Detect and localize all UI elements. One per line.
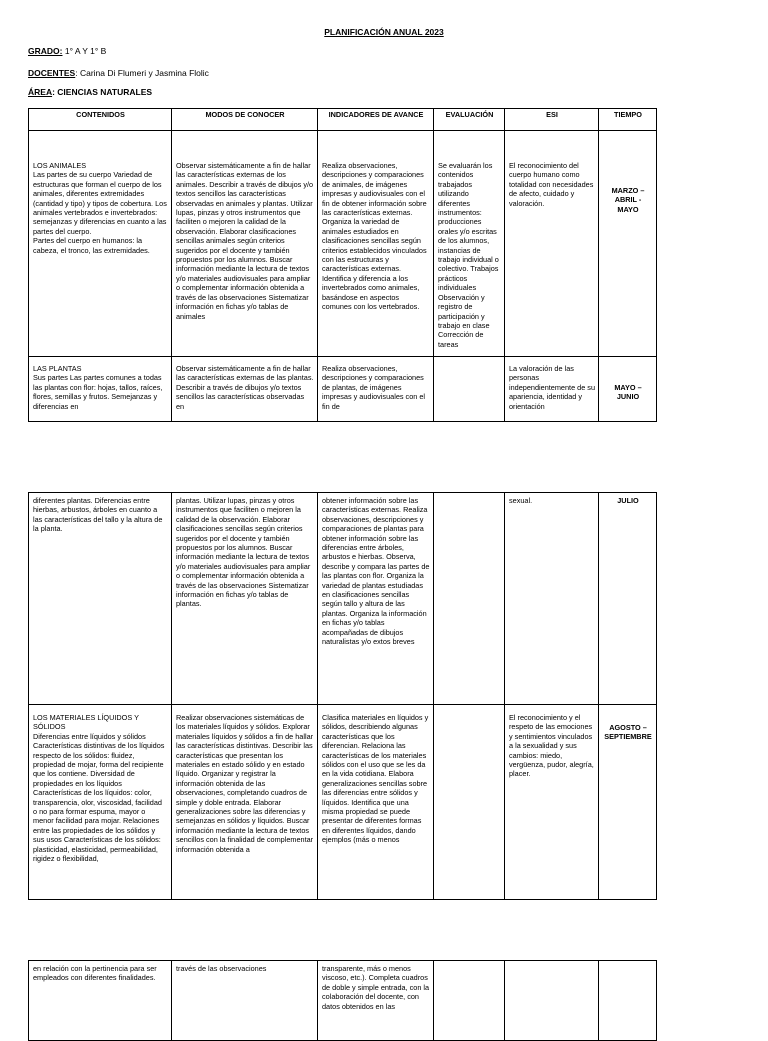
cell-evaluacion [434,961,505,1041]
cell-tiempo [599,961,657,1041]
cell-modos: Observar sistemáticamente a fin de hallar las características externas de las plantas. Describir a través de dibujos y/o textos sencillos las características observadas en [172,357,318,422]
docentes-label: DOCENTES [28,68,76,78]
cell-indicadores: transparente, más o menos viscoso, etc.). Completa cuadros de doble y simple entrada, con la colaboración del docente, con datos obtenidos en las [318,961,434,1041]
table-row-animales [29,131,657,357]
cell-contenidos: diferentes plantas. Diferencias entre hierbas, arbustos, árboles en cuanto a las características del tallo y la altura de la planta. [29,493,172,705]
cell-tiempo: MARZO – ABRIL - MAYO [599,131,657,357]
cell-indicadores: Realiza observaciones, descripciones y comparaciones de plantas, de imágenes impresas y audiovisuales con el fin de [318,357,434,422]
table-row-plantas-cont [29,493,657,705]
grado-value: 1° A Y 1° B [62,46,107,56]
cell-evaluacion [434,493,505,705]
cell-contenidos: LOS MATERIALES LÍQUIDOS Y SÓLIDOS Diferencias entre líquidos y sólidos Características distintivas de los líquidos respecto de los sólidos: fluidez, propiedad de mojar, forma del recipiente que los contiene. Diversidad de propiedades en los líquidos Características de los líquidos: color, transparencia, olor, viscosidad, facilidad o no para formar espuma, mayor o menor facilidad para mojar. Relaciones entre las propiedades de los sólidos y sus usos Características de los sólidos: plasticidad, elasticidad, permeabilidad, rigidez o flexibilidad, [29,705,172,900]
column-header-modos: MODOS DE CONOCER [172,109,318,131]
cell-indicadores: obtener información sobre las características externas. Realiza observaciones, descripciones y comparaciones de plantas para obtener información sobre las diferencias entre árboles, arbustos e hierbas. Observa, describe y compara las partes de las plantas con flor. Organiza la variedad de plantas estudiadas en clasificaciones sencillas según tallo y altura de las plantas. Organiza la información en fichas y/o tablas acompañadas de dibujos naturalistas y/o extos breves [318,493,434,705]
page-title: PLANIFICACIÓN ANUAL 2023 [324,27,444,37]
table-row-materiales-cont [29,961,657,1041]
cell-modos: través de las observaciones [172,961,318,1041]
cell-esi: El reconocimiento y el respeto de las emociones y sentimientos vinculados a la sexualidad y sus cambios: miedo, vergüenza, pudor, alegría, placer. [505,705,599,900]
table-header-row [29,109,657,131]
docentes-value: : Carina Di Flumeri y Jasmina Flolic [75,68,209,78]
cell-contenidos: en relación con la pertinencia para ser empleados con diferentes finalidades. [29,961,172,1041]
cell-evaluacion: Se evaluarán los contenidos trabajados utilizando diferentes instrumentos: producciones orales y/o escritas de los alumnos, instancias de trabajo individual o colectivo. Trabajos prácticos individuales Observación y registro de participación y trabajo en clase Corrección de tareas [434,131,505,357]
column-header-indicadores: INDICADORES DE AVANCE [318,109,434,131]
cell-esi: sexual. [505,493,599,705]
column-header-evaluacion: EVALUACIÓN [434,109,505,131]
cell-contenidos: LOS ANIMALES Las partes de su cuerpo Variedad de estructuras que forman el cuerpo de los animales, diferentes extremidades (cantidad y tipo) y tipos de cobertura. Los animales vertebrados e invertebrados: semejanzas y diferencias en cuanto a las partes del cuerpo. Partes del cuerpo en humanos: la cabeza, el tronco, las extremidades. [29,131,172,357]
cell-contenidos: LAS PLANTAS Sus partes Las partes comunes a todas las plantas con flor: hojas, tallos, raíces, flores, semillas y frutos. Semejanzas y diferencias en [29,357,172,422]
area-label: ÁREA [28,87,53,97]
cell-tiempo: MAYO – JUNIO [599,357,657,422]
cell-tiempo: AGOSTO – SEPTIEMBRE [599,705,657,900]
table-row-plantas [29,357,657,422]
grado-line [28,46,106,56]
cell-tiempo: JULIO [599,493,657,705]
cell-esi: El reconocimiento del cuerpo humano como totalidad con necesidades de afecto, cuidado y valoración. [505,131,599,357]
column-header-esi: ESI [505,109,599,131]
planning-table-part-1 [28,108,657,422]
cell-modos: plantas. Utilizar lupas, pinzas y otros instrumentos que faciliten o mejoren la calidad de la observación. Elaborar clasificaciones sencillas según criterios sugeridos por el docente y también propuestos por los alumnos. Buscar información mediante la lectura de textos y/o materiales audiovisuales para ampliar o complementar información obtenida a través de las observaciones Sistematizar información en fichas y/o tablas de plantas. [172,493,318,705]
cell-esi: La valoración de las personas independientemente de su apariencia, identidad y orientación [505,357,599,422]
column-header-tiempo: TIEMPO [599,109,657,131]
cell-evaluacion [434,705,505,900]
cell-indicadores: Clasifica materiales en líquidos y sólidos, describiendo algunas características que los diferencian. Relaciona las características de los materiales sólidos con el uso que se les da en la vida cotidiana. Elabora generalizaciones sencillas sobre las diferencias entre sólidos y líquidos. Identifica que una misma propiedad se puede presentar de diferentes formas en diferentes líquidos, dando ejemplos (más o menos [318,705,434,900]
cell-esi [505,961,599,1041]
cell-modos: Observar sistemáticamente a fin de hallar las características externas de los animales. Describir a través de dibujos y/o textos sencillos las características observadas en animales y plantas. Utilizar lupas, pinzas y otros instrumentos que faciliten o mejoren la calidad de la observación. Elaborar clasificaciones sencillas animales según criterios sugeridos por el docente y también propuestos por los alumnos. Buscar información mediante la lectura de textos y/o materiales audiovisuales para ampliar o complementar información obtenida a través de las observaciones Sistematizar información en fichas y/o tablas de animales [172,131,318,357]
planning-table-part-3 [28,960,657,1041]
column-header-contenidos: CONTENIDOS [29,109,172,131]
cell-evaluacion [434,357,505,422]
area-line [28,87,152,97]
table-row-materiales [29,705,657,900]
grado-label: GRADO: [28,46,63,56]
cell-modos: Realizar observaciones sistemáticas de los materiales líquidos y sólidos. Explorar materiales líquidos y sólidos a fin de hallar las características distintivas. Describir las características que presentan los materiales en estado sólido y en estado líquido. Organizar y registrar la información obtenida de las observaciones, completando cuadros de simple y doble entrada. Elaborar generalizaciones sobre las diferencias y semejanzas en sólidos y líquidos. Buscar información mediante la lectura de textos sencillos con la finalidad de complementar información obtenida a [172,705,318,900]
area-value: : CIENCIAS NATURALES [52,87,153,97]
planning-table-part-2 [28,492,657,900]
docentes-line [28,68,209,78]
cell-indicadores: Realiza observaciones, descripciones y comparaciones de animales, de imágenes impresas y audiovisuales con el fin de obtener información sobre las características externas. Organiza la variedad de animales estudiados en clasificaciones sencillas según criterios establecidos vinculados con las estructuras y características externas. Identifica y diferencia a los invertebrados como animales, basándose en aspectos comunes con los vertebrados. [318,131,434,357]
